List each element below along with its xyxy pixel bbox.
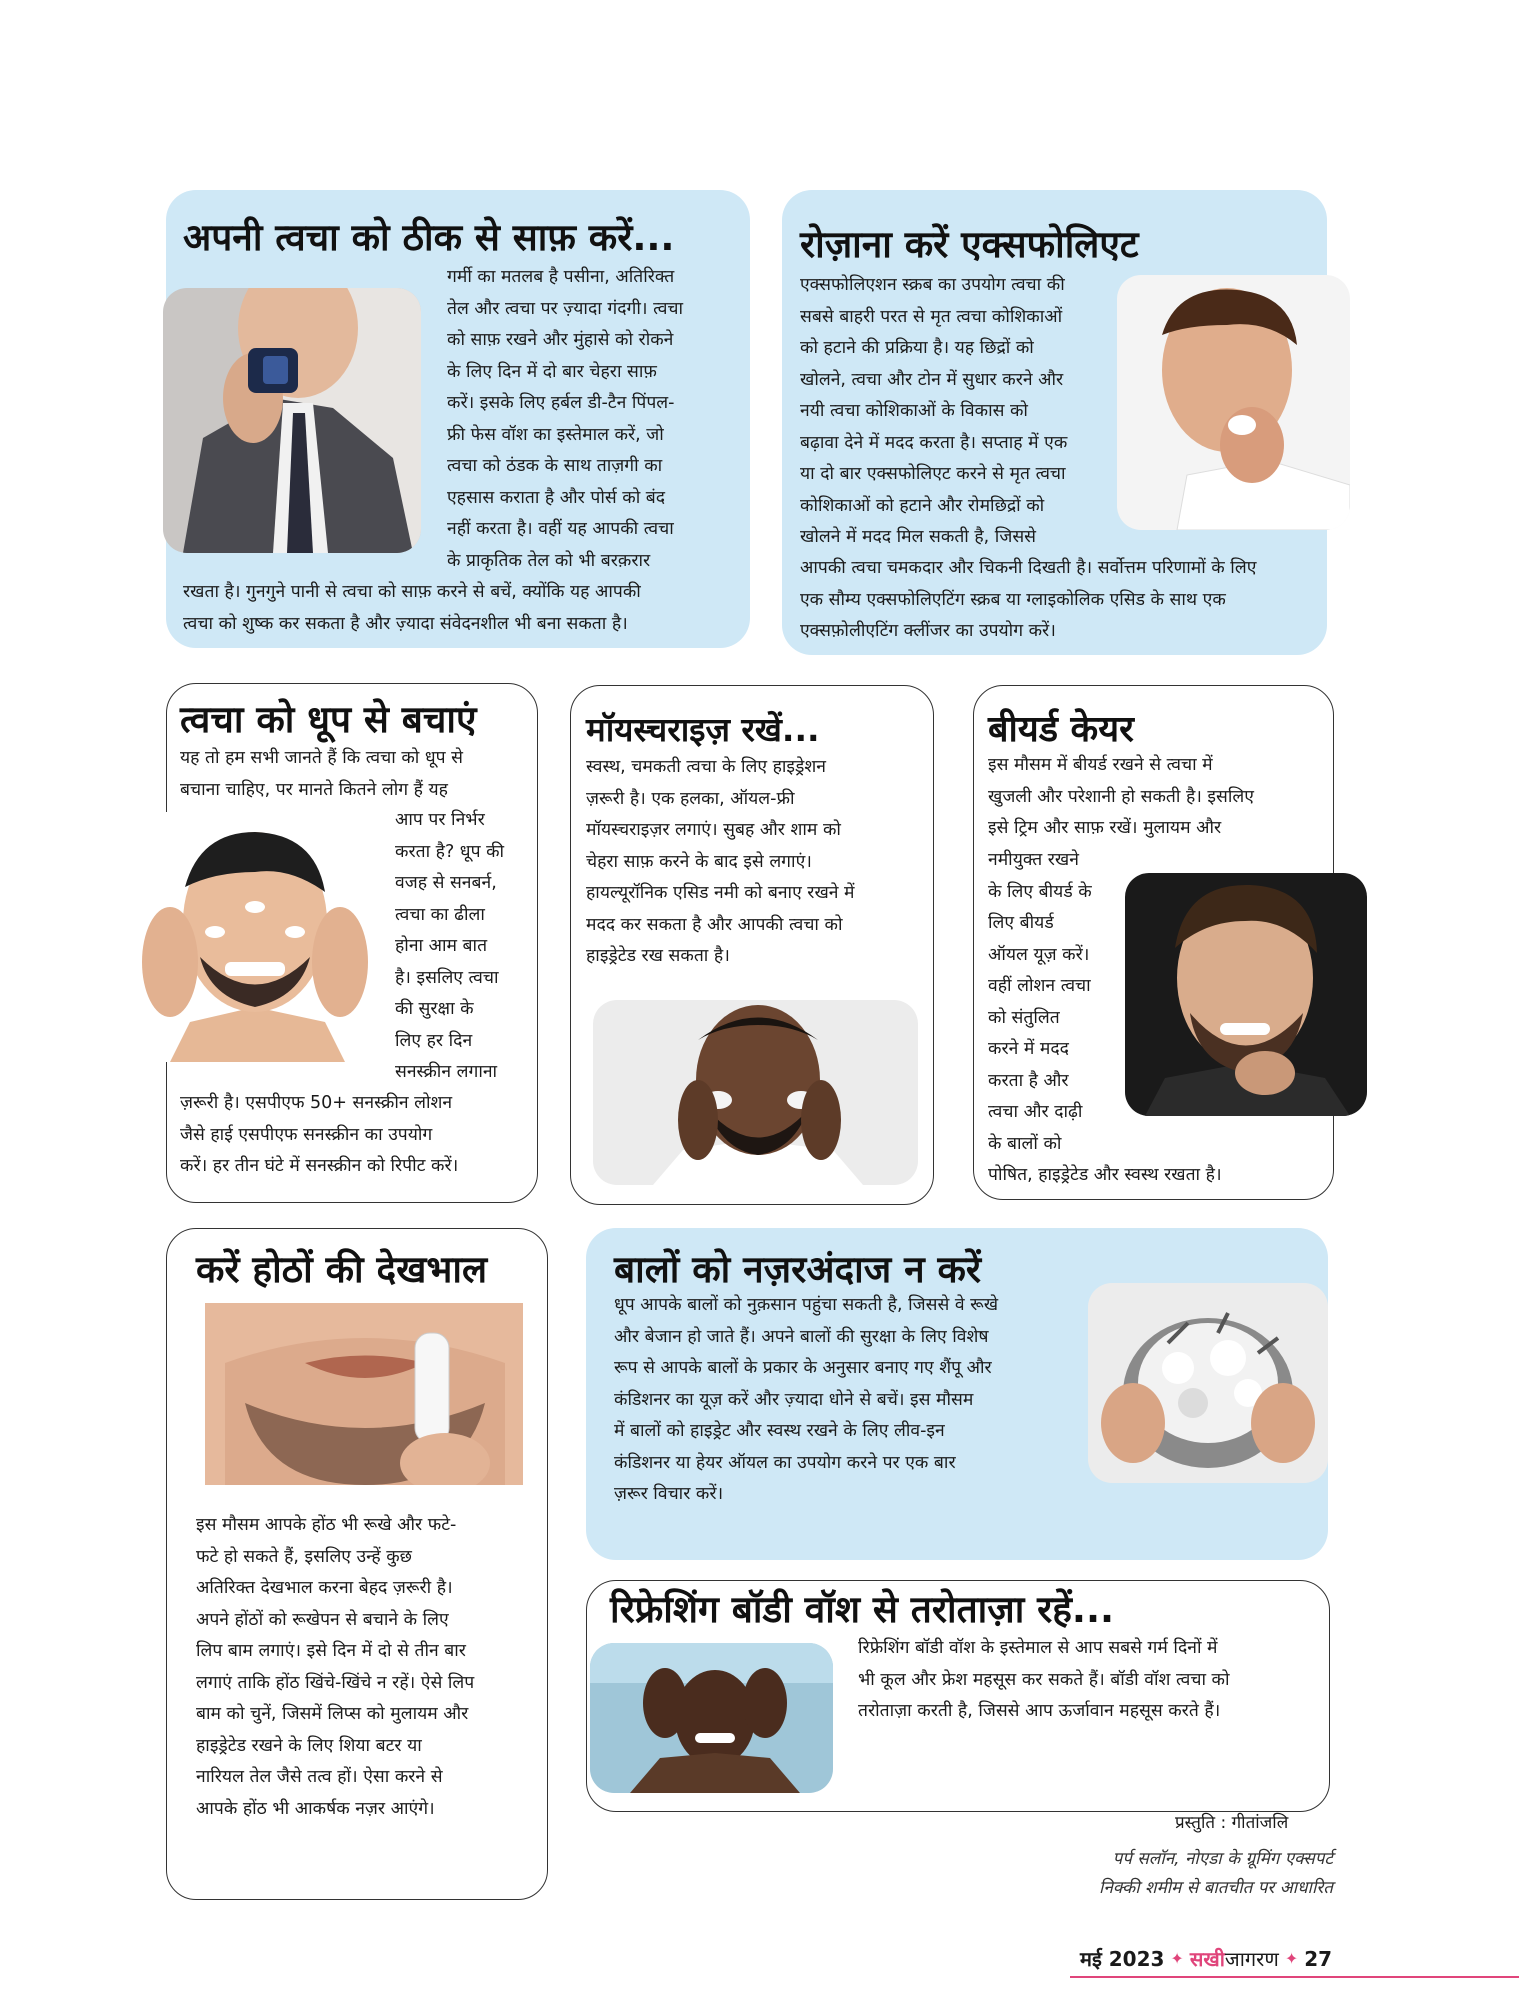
- text-line: के लिए दिन में दो बार चेहरा साफ़: [447, 361, 657, 382]
- text-line: इस मौसम में बीयर्ड रखने से त्वचा में: [988, 755, 1213, 775]
- text-line: कंडिशनर या हेयर ऑयल का उपयोग करने पर एक बार: [614, 1452, 956, 1473]
- text-line: फ्री फेस वॉश का इस्तेमाल करें, जो: [447, 424, 664, 445]
- text-line: निक्की शमीम से बातचीत पर आधारित: [1099, 1878, 1333, 1898]
- text-line: करने में मदद: [988, 1039, 1069, 1059]
- cleanse-text-side: [447, 262, 747, 577]
- text-line: तेल और त्वचा पर ज़्यादा गंदगी। त्वचा: [447, 298, 684, 319]
- text-line: त्वचा को ठंडक के साथ ताज़गी का: [447, 456, 663, 476]
- text-line: को हटाने की प्रक्रिया है। यह छिद्रों को: [800, 338, 1034, 358]
- text-line: बाम को चुनें, जिसमें लिप्स को मुलायम और: [196, 1704, 469, 1724]
- text-line: अतिरिक्त देखभाल करना बेहद ज़रूरी है।: [196, 1578, 453, 1598]
- hair-text: [614, 1290, 1084, 1511]
- text-line: कंडिशनर का यूज़ करें और ज़्यादा धोने से बचें। इस मौसम: [614, 1389, 974, 1410]
- text-line: रूप से आपके बालों के प्रकार के अनुसार बनाए गए शैंपू और: [614, 1358, 992, 1378]
- text-line: नमीयुक्त रखने: [988, 850, 1079, 870]
- moisturize-text: [586, 752, 931, 973]
- text-line: यह तो हम सभी जानते हैं कि त्वचा को धूप से: [180, 748, 463, 768]
- text-line: और बेजान हो जाते हैं। अपने बालों की सुरक्षा के लिए विशेष: [614, 1326, 989, 1347]
- text-line: करता है? धूप की: [395, 841, 505, 862]
- text-line: पोषित, हाइड्रेटेड और स्वस्थ रखता है।: [988, 1165, 1222, 1185]
- text-line: करें। इसके लिए हर्बल डी-टैन पिंपल-: [447, 393, 675, 413]
- page-number: 27: [1304, 1946, 1333, 1971]
- text-line: स्वस्थ, चमकती त्वचा के लिए हाइड्रेशन: [586, 757, 826, 777]
- text-line: खुजली और परेशानी हो सकती है। इसलिए: [988, 786, 1254, 807]
- hair-title: बालों को नज़रअंदाज न करें: [614, 1248, 982, 1291]
- source-note: [1099, 1845, 1333, 1903]
- text-line: आपके होंठ भी आकर्षक नज़र आएंगे।: [196, 1798, 435, 1819]
- beard-title: बीयर्ड केयर: [988, 709, 1134, 750]
- text-line: ज़रूर विचार करें।: [614, 1484, 724, 1504]
- cleanse-text-full: [183, 577, 743, 640]
- text-line: फटे हो सकते हैं, इसलिए उन्हें कुछ: [196, 1546, 412, 1567]
- beard-text-side: [988, 845, 1128, 1160]
- text-line: के प्राकृतिक तेल को भी बरक़रार: [447, 550, 651, 571]
- footer-month: मई 2023: [1080, 1947, 1165, 1971]
- footer-magazine: [1190, 1945, 1279, 1972]
- text-line: त्वचा का ढीला: [395, 904, 485, 925]
- text-line: त्वचा को शुष्क कर सकता है और ज़्यादा संवेदनशील भी बना सकता है।: [183, 613, 628, 634]
- text-line: मदद कर सकता है और आपकी त्वचा को: [586, 914, 843, 935]
- text-line: जैसे हाई एसपीएफ सनस्क्रीन का उपयोग: [180, 1124, 433, 1145]
- text-line: एक्सफोलिएशन स्क्रब का उपयोग त्वचा की: [800, 275, 1065, 295]
- bodywash-photo: [590, 1643, 833, 1793]
- text-line: अपने होंठों को रूखेपन से बचाने के लिए: [196, 1609, 449, 1630]
- text-line: इसे ट्रिम और साफ़ रखें। मुलायम और: [988, 818, 1222, 838]
- moisturize-photo: [593, 1000, 918, 1185]
- magazine-suffix: जागरण: [1224, 1947, 1279, 1971]
- sun-title: त्वचा को धूप से बचाएं: [180, 700, 482, 741]
- text-line: होना आम बात: [395, 936, 488, 956]
- sun-photo: [130, 812, 380, 1062]
- star-icon: ✦: [1170, 1949, 1184, 1968]
- presented-by: प्रस्तुति : गीतांजलि: [1175, 1813, 1289, 1833]
- exfoliate-photo: [1117, 275, 1350, 530]
- text-line: सनस्क्रीन लगाना: [395, 1062, 498, 1082]
- footer-rule: [1070, 1976, 1519, 1978]
- moisturize-title: मॉयस्चराइज़ रखें...: [586, 710, 820, 749]
- text-line: इस मौसम आपके होंठ भी रूखे और फटे-: [196, 1515, 457, 1535]
- page-footer: [1080, 1945, 1332, 1972]
- text-line: ऑयल यूज़ करें।: [988, 944, 1090, 965]
- text-line: चेहरा साफ़ करने के बाद इसे लगाएं।: [586, 851, 812, 872]
- text-line: धूप आपके बालों को नुक़सान पहुंचा सकती है, जिससे वे रूखे: [614, 1295, 999, 1315]
- text-line: लिए बीयर्ड: [988, 913, 1054, 933]
- text-line: भी कूल और फ्रेश महसूस कर सकते हैं। बॉडी वॉश त्वचा को: [858, 1669, 1230, 1690]
- lips-text: [196, 1510, 546, 1825]
- text-line: वजह से सनबर्न,: [395, 873, 497, 893]
- bodywash-title: रिफ्रेशिंग बॉडी वॉश से तरोताज़ा रहें...: [610, 1590, 1120, 1631]
- text-line: पर्प सलॉन, नोएडा के ग्रूमिंग एक्सपर्ट: [1112, 1849, 1333, 1869]
- hair-photo: [1088, 1283, 1328, 1483]
- text-line: नारियल तेल जैसे तत्व हों। ऐसा करने से: [196, 1767, 443, 1787]
- exfoliate-title: रोज़ाना करें एक्सफोलिएट: [800, 223, 1139, 266]
- text-line: गर्मी का मतलब है पसीना, अतिरिक्त: [447, 267, 675, 287]
- text-line: एहसास कराता है और पोर्स को बंद: [447, 487, 666, 508]
- text-line: बचाना चाहिए, पर मानते कितने लोग हैं यह: [180, 779, 448, 800]
- text-line: के बालों को: [988, 1133, 1062, 1154]
- bodywash-text: [858, 1633, 1328, 1728]
- cleanse-title: अपनी त्वचा को ठीक से साफ़ करें...: [183, 216, 675, 259]
- text-line: की सुरक्षा के: [395, 999, 474, 1019]
- sun-text-side: [395, 805, 535, 1089]
- text-line: लिए हर दिन: [395, 1030, 473, 1051]
- text-line: को साफ़ रखने और मुंहासे को रोकने: [447, 330, 674, 350]
- lips-photo: [205, 1303, 523, 1485]
- text-line: नयी त्वचा कोशिकाओं के विकास को: [800, 401, 1028, 421]
- text-line: खोलने, त्वचा और टोन में सुधार करने और: [800, 369, 1064, 390]
- magazine-name: सखी: [1189, 1947, 1225, 1971]
- sun-text-top: [180, 743, 540, 806]
- beard-photo: [1125, 873, 1367, 1116]
- cleanse-photo: [163, 288, 421, 553]
- text-line: एक सौम्य एक्सफोलिएटिंग स्क्रब या ग्लाइकोलिक एसिड के साथ एक: [800, 589, 1226, 610]
- star-icon: ✦: [1284, 1949, 1299, 1968]
- text-line: हाइड्रेटेड रखने के लिए शिया बटर या: [196, 1735, 422, 1756]
- text-line: या दो बार एक्सफोलिएट करने से मृत त्वचा: [800, 464, 1066, 484]
- text-line: खोलने में मदद मिल सकती है, जिससे: [800, 527, 1036, 547]
- beard-text-bottom: [988, 1160, 1333, 1192]
- text-line: आपकी त्वचा चमकदार और चिकनी दिखती है। सर्वोत्तम परिणामों के लिए: [800, 558, 1257, 578]
- text-line: को संतुलित: [988, 1007, 1060, 1028]
- text-line: करता है और: [988, 1070, 1069, 1091]
- text-line: त्वचा और दाढ़ी: [988, 1102, 1083, 1122]
- text-line: तरोताज़ा करती है, जिससे आप ऊर्जावान महसूस करते हैं।: [858, 1701, 1221, 1721]
- exfoliate-text-side: [800, 270, 1130, 554]
- beard-text-top: [988, 750, 1333, 845]
- text-line: मॉयस्चराइज़र लगाएं। सुबह और शाम को: [586, 820, 841, 840]
- text-line: ज़रूरी है। एक हलका, ऑयल-फ्री: [586, 788, 795, 809]
- text-line: आप पर निर्भर: [395, 810, 485, 830]
- text-line: ज़रूरी है। एसपीएफ 50+ सनस्क्रीन लोशन: [180, 1093, 453, 1113]
- text-line: एक्सफ़ोलीएटिंग क्लींजर का उपयोग करें।: [800, 621, 1056, 641]
- text-line: रखता है। गुनगुने पानी से त्वचा को साफ़ करने से बचें, क्योंकि यह आपकी: [183, 582, 641, 602]
- text-line: करें। हर तीन घंटे में सनस्क्रीन को रिपीट करें।: [180, 1156, 459, 1176]
- text-line: कोशिकाओं को हटाने और रोमछिद्रों को: [800, 495, 1045, 516]
- text-line: के लिए बीयर्ड के: [988, 881, 1092, 902]
- sun-text-bottom: [180, 1088, 540, 1183]
- text-line: लिप बाम लगाएं। इसे दिन में दो से तीन बार: [196, 1641, 466, 1661]
- text-line: लगाएं ताकि होंठ खिंचे-खिंचे न रहें। ऐसे लिप: [196, 1672, 475, 1693]
- exfoliate-text-full: [800, 553, 1320, 648]
- text-line: हाइड्रेटेड रख सकता है।: [586, 946, 730, 966]
- text-line: सबसे बाहरी परत से मृत त्वचा कोशिकाओं: [800, 306, 1063, 327]
- text-line: रिफ्रेशिंग बॉडी वॉश के इस्तेमाल से आप सबसे गर्म दिनों में: [858, 1638, 1218, 1658]
- text-line: हायल्यूरॉनिक एसिड नमी को बनाए रखने में: [586, 883, 855, 903]
- text-line: में बालों को हाइड्रेट और स्वस्थ रखने के लिए लीव-इन: [614, 1421, 945, 1441]
- text-line: नहीं करता है। वहीं यह आपकी त्वचा: [447, 519, 674, 539]
- text-line: वहीं लोशन त्वचा: [988, 976, 1091, 996]
- text-line: बढ़ावा देने में मदद करता है। सप्ताह में एक: [800, 432, 1068, 453]
- lips-title: करें होठों की देखभाल: [196, 1248, 488, 1291]
- text-line: है। इसलिए त्वचा: [395, 967, 499, 988]
